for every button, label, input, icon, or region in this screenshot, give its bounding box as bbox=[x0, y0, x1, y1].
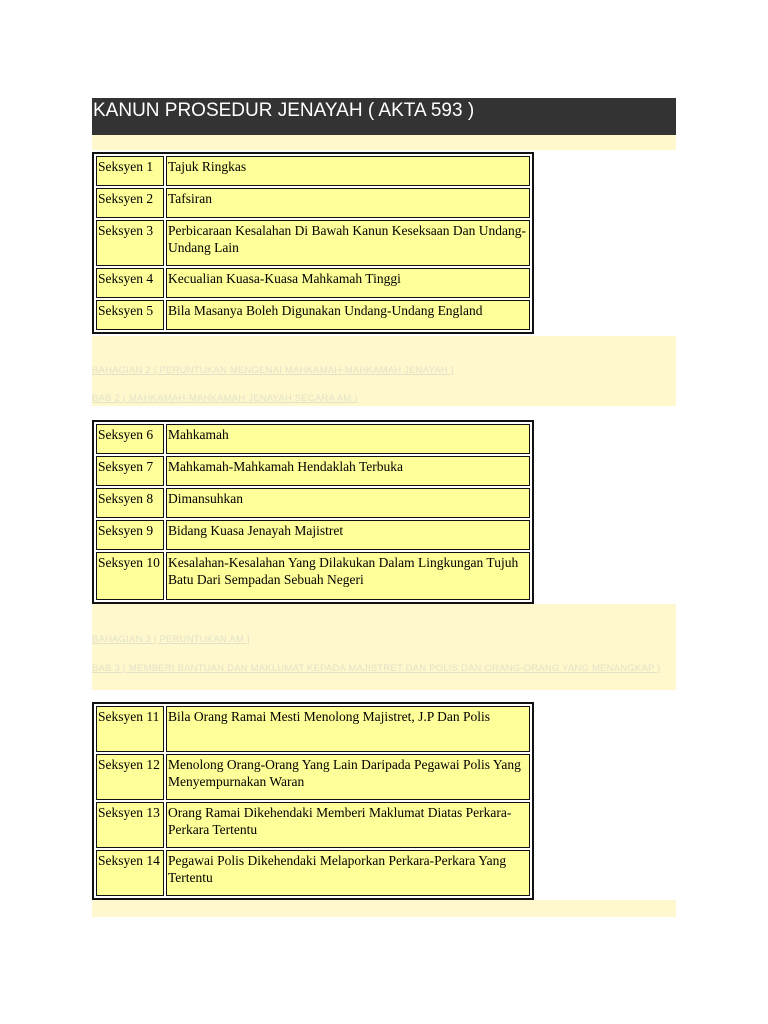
section-number: Seksyen 14 bbox=[96, 850, 164, 896]
section-number: Seksyen 4 bbox=[96, 268, 164, 298]
section-title: Bila Orang Ramai Mesti Menolong Majistret, J.P Dan Polis bbox=[166, 706, 530, 752]
section-table-1 bbox=[92, 152, 534, 334]
section-number: Seksyen 6 bbox=[96, 424, 164, 454]
section-title: Bidang Kuasa Jenayah Majistret bbox=[166, 520, 530, 550]
part-3-header bbox=[92, 604, 676, 690]
section-title: Bila Masanya Boleh Digunakan Undang-Undang England bbox=[166, 300, 530, 330]
section-number: Seksyen 13 bbox=[96, 802, 164, 848]
section-number: Seksyen 9 bbox=[96, 520, 164, 550]
section-number: Seksyen 1 bbox=[96, 156, 164, 186]
section-row bbox=[96, 156, 530, 186]
section-row bbox=[96, 300, 530, 330]
section-title: Kesalahan-Kesalahan Yang Dilakukan Dalam Lingkungan Tujuh Batu Dari Sempadan Sebuah Negeri bbox=[166, 552, 530, 600]
section-row bbox=[96, 424, 530, 454]
section-number: Seksyen 12 bbox=[96, 754, 164, 800]
section-title: Mahkamah-Mahkamah Hendaklah Terbuka bbox=[166, 456, 530, 486]
section-row bbox=[96, 706, 530, 752]
document-page bbox=[92, 98, 676, 917]
section-row bbox=[96, 456, 530, 486]
page-title: KANUN PROSEDUR JENAYAH ( AKTA 593 ) bbox=[92, 98, 676, 135]
section-title: Orang Ramai Dikehendaki Memberi Maklumat Diatas Perkara-Perkara Tertentu bbox=[166, 802, 530, 848]
section-title: Tajuk Ringkas bbox=[166, 156, 530, 186]
section-row bbox=[96, 188, 530, 218]
section-title: Perbicaraan Kesalahan Di Bawah Kanun Keseksaan Dan Undang-Undang Lain bbox=[166, 220, 530, 266]
section-title: Mahkamah bbox=[166, 424, 530, 454]
section-number: Seksyen 5 bbox=[96, 300, 164, 330]
cream-strip bbox=[92, 135, 676, 150]
section-group-3 bbox=[92, 702, 676, 900]
section-number: Seksyen 2 bbox=[96, 188, 164, 218]
section-title: Tafsiran bbox=[166, 188, 530, 218]
section-number: Seksyen 10 bbox=[96, 552, 164, 600]
section-title: Kecualian Kuasa-Kuasa Mahkamah Tinggi bbox=[166, 268, 530, 298]
section-number: Seksyen 3 bbox=[96, 220, 164, 266]
part-2-header bbox=[92, 336, 676, 406]
section-title: Menolong Orang-Orang Yang Lain Daripada Pegawai Polis Yang Menyempurnakan Waran bbox=[166, 754, 530, 800]
section-group-2 bbox=[92, 420, 676, 604]
section-number: Seksyen 8 bbox=[96, 488, 164, 518]
section-row bbox=[96, 268, 530, 298]
section-row bbox=[96, 754, 530, 800]
section-number: Seksyen 11 bbox=[96, 706, 164, 752]
section-row bbox=[96, 220, 530, 266]
section-row bbox=[96, 488, 530, 518]
bahagian-3-link[interactable]: BAHAGIAN 3 [ PERUNTUKAN AM ] bbox=[92, 634, 250, 645]
section-row bbox=[96, 850, 530, 896]
section-number: Seksyen 7 bbox=[96, 456, 164, 486]
cream-footer-strip bbox=[92, 900, 676, 917]
bahagian-2-link[interactable]: BAHAGIAN 2 [ PERUNTUKAN MENGENAI MAHKAMAH-MAHKAMAH JENAYAH ] bbox=[92, 365, 454, 376]
bab-2-link[interactable]: BAB 2 ( MAHKAMAH-MAHKAMAH JENAYAH SECARA AM ) bbox=[92, 393, 358, 404]
section-title: Dimansuhkan bbox=[166, 488, 530, 518]
section-title: Pegawai Polis Dikehendaki Melaporkan Perkara-Perkara Yang Tertentu bbox=[166, 850, 530, 896]
bab-3-link[interactable]: BAB 3 ( MEMBERI BANTUAN DAN MAKLUMAT KEPADA MAJISTRET DAN POLIS DAN ORANG-ORANG YANG MENANGKAP ) bbox=[92, 663, 661, 674]
section-table-3 bbox=[92, 702, 534, 900]
section-table-2 bbox=[92, 420, 534, 604]
section-row bbox=[96, 552, 530, 600]
section-group-1 bbox=[92, 152, 676, 334]
section-row bbox=[96, 802, 530, 848]
section-row bbox=[96, 520, 530, 550]
